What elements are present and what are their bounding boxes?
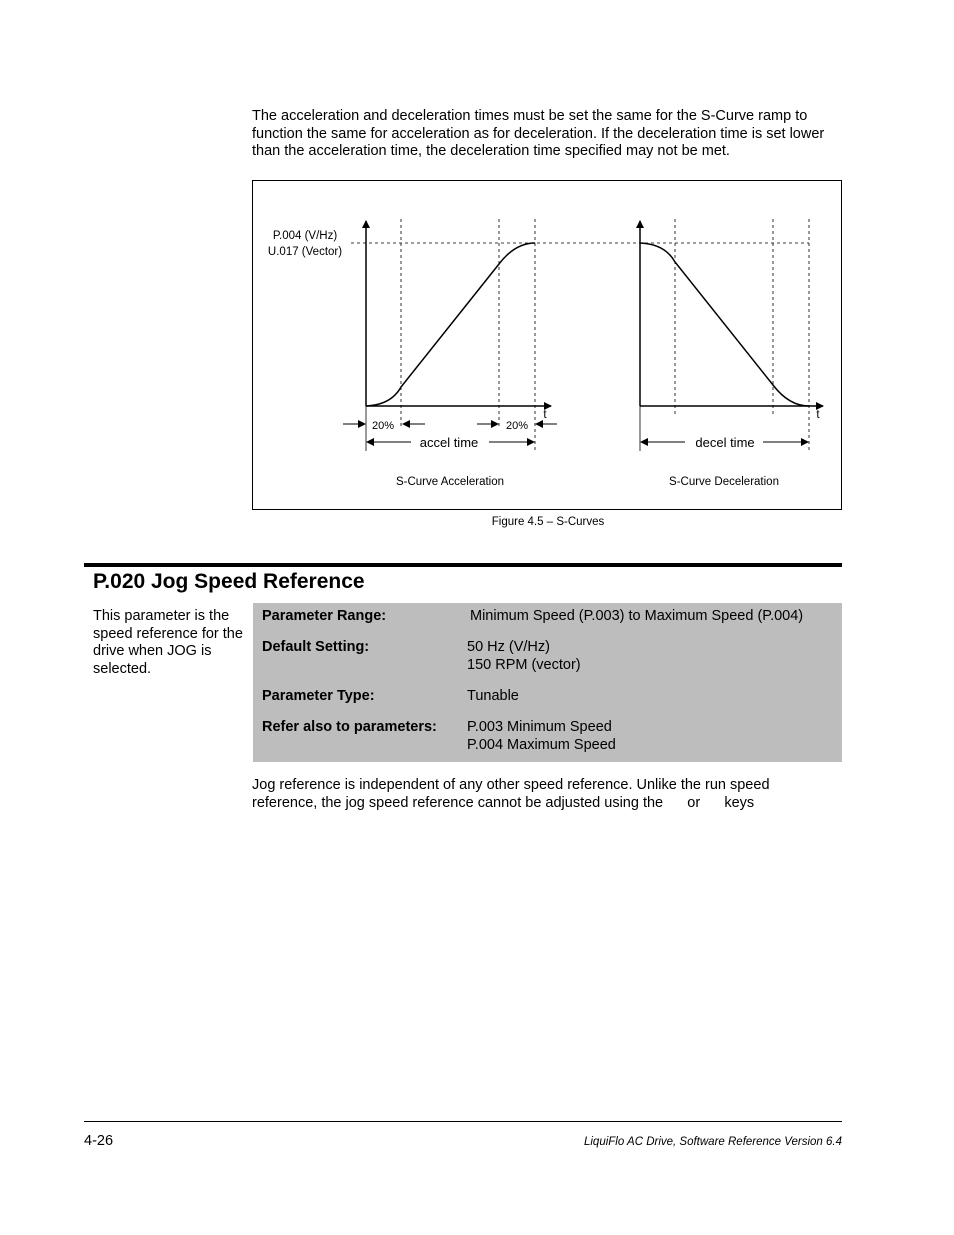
accel-caption: S-Curve Acceleration (395, 476, 505, 488)
footer-divider (84, 1121, 842, 1122)
default-value-vector: 150 RPM (vector) (467, 656, 581, 673)
document-title: LiquiFlo AC Drive, Software Reference Version 6.4 (583, 1136, 842, 1148)
decel-t-label: t (816, 409, 820, 421)
intro-paragraph: The acceleration and deceleration times must be set the same for the S-Curve ramp to function the same for acceleration as for deceleration. If the deceleration time is set lower than the acceleration time, the deceleration time specified may not be met. (252, 108, 825, 159)
s-curves-figure (252, 180, 842, 510)
page-number: 4-26 (84, 1133, 114, 1149)
refer-value-min-speed: P.003 Minimum Speed (467, 719, 612, 735)
accel-s-curve (366, 243, 535, 406)
accel-pct-right: 20% (505, 420, 529, 432)
accel-pct-left: 20% (371, 420, 395, 432)
parameter-description: This parameter is the speed reference for the drive when JOG is selected. (93, 608, 243, 677)
range-value: Minimum Speed (P.003) to Maximum Speed (P.004) (470, 608, 804, 624)
section-title: P.020 Jog Speed Reference (93, 570, 365, 593)
accel-time-label: accel time (419, 435, 479, 450)
section-divider (84, 563, 842, 567)
default-label: Default Setting: (262, 639, 370, 655)
default-value-vhz: 50 Hz (V/Hz) (467, 639, 550, 655)
figure-caption: Figure 4.5 – S-Curves (491, 516, 605, 528)
jog-note-line1: Jog reference is independent of any other speed reference. Unlike the run speed (252, 777, 770, 793)
refer-label: Refer also to parameters: (262, 719, 437, 735)
s-curves-diagram (253, 181, 843, 511)
default-value (467, 639, 581, 674)
jog-note-line2: reference, the jog speed reference cannot be adjusted using the or keys (252, 794, 755, 811)
type-label: Parameter Type: (262, 688, 375, 704)
refer-value (467, 719, 616, 754)
decel-s-curve (640, 243, 809, 406)
jog-note (252, 777, 847, 812)
accel-t-label: t (543, 409, 547, 421)
type-value: Tunable (467, 688, 519, 704)
refer-value-max-speed: P.004 Maximum Speed (467, 736, 616, 753)
y-label-vhz: P.004 (V/Hz) (272, 230, 338, 242)
decel-caption: S-Curve Deceleration (669, 476, 779, 488)
parameter-table (253, 603, 842, 762)
range-label: Parameter Range: (262, 608, 387, 624)
decel-time-label: decel time (695, 435, 755, 450)
y-label-vector: U.017 (Vector) (267, 246, 343, 258)
